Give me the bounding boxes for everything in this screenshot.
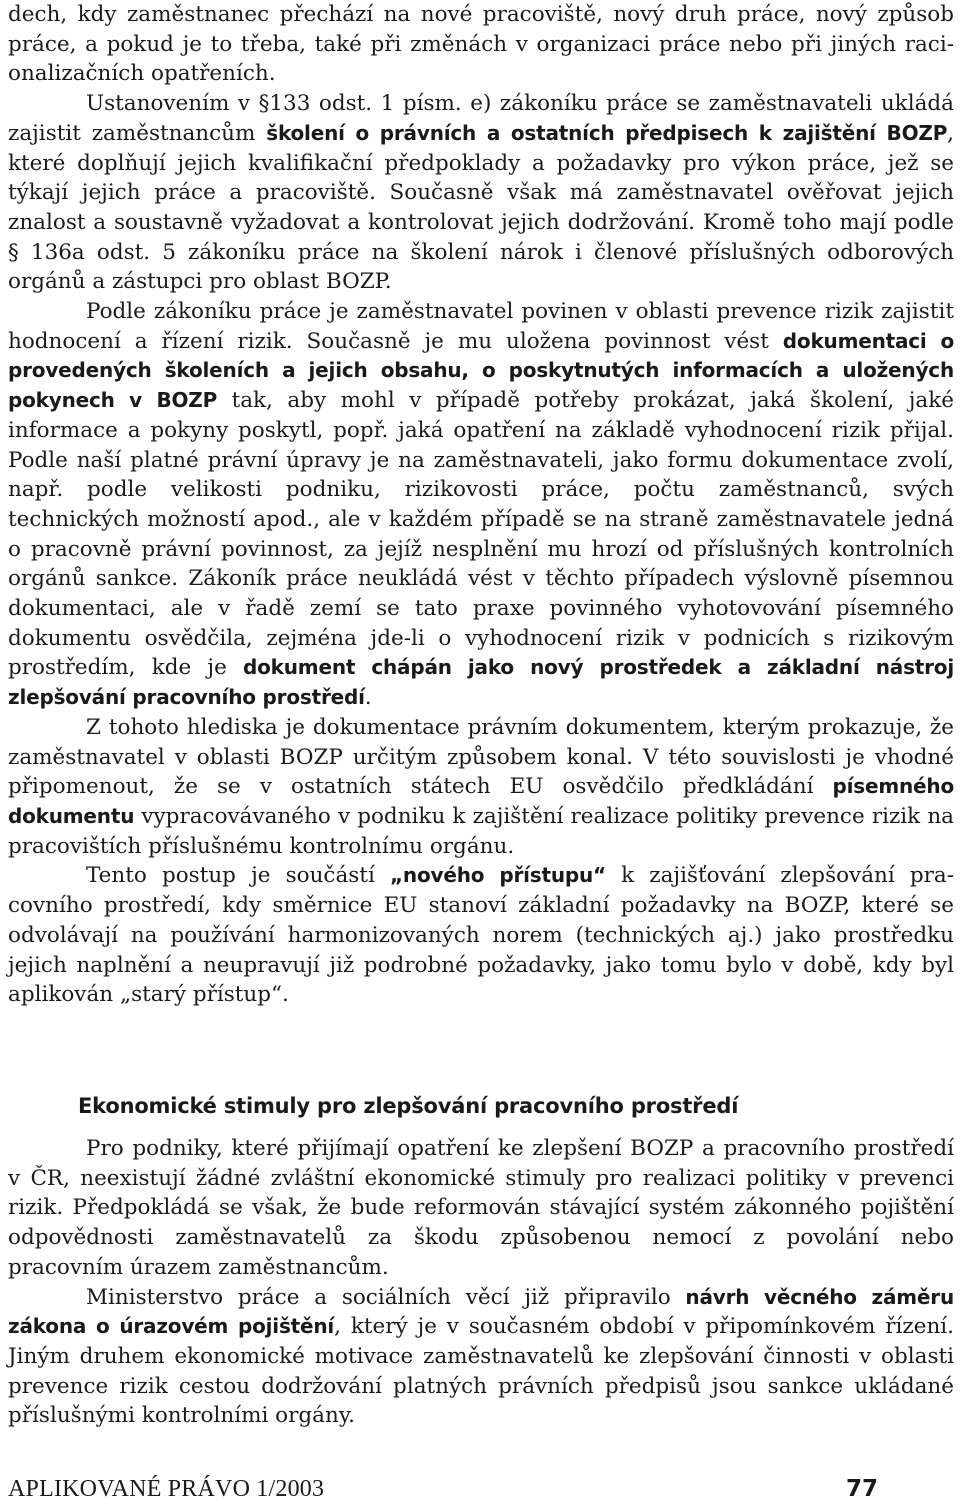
bold-emphasis: dokument chápán jako nový prostředek a základní nástroj zlepšování pracovního prostředí [8,655,954,710]
bold-emphasis: „nového přístupu“ [389,863,606,888]
document-page [8,0,954,1010]
paragraph-text: Z tohoto hlediska je dokumentace právním dokumentem, kterým prokazuje, že zaměstnavatel v oblasti BOZP určitým způsobem konal. V této souvislosti je vhodné připomenout, že se v ostatních státech EU osvědčilo předkládání [8,714,954,800]
paragraph-text: Pro podniky, které přijímají opatření ke zlepšení BOZP a pracovního prostředí v ČR, neexistují žádné zvláštní ekonomické stimuly pro realizaci politiky v prevenci rizik. Předpokládá se však, že bude reformován stávající systém zákonného pojištění odpovědnosti zaměstnavatelů za škodu způsobenou nemocí z povolání nebo pracovním úrazem zaměstnancům. [8,1136,954,1280]
paragraph-new-approach [8,861,954,1010]
page-number: 77 [845,1476,878,1502]
bold-emphasis: dokumentaci o provedených školeních a jejich obsahu, o poskytnutých informacích a uložených pokynech v BOZP [8,328,954,413]
bold-emphasis: školení o právních a ostatních předpisech k zajištění BOZP [266,120,948,145]
paragraph-text: tak, aby mohl v případě potřeby prokázat, jaká školení, jaké informace a pokyny poskytl, popř. jaká opatření na základě vyhodnocení rizik přijal. Podle naší platné právní úpravy je na zaměstnavateli, jako formu dokumentace zvolí, např. podle velikosti podniku, rizikovosti práce, počtu zaměstnanců, svých technických možností apod., ale v každém případě se na straně zaměstnavatele jedná o pracovně právní povinnost, za jejíž nesplnění mu hrozí od příslušných kontrolních orgánů sankce. Zákoník práce neukládá vést v těchto případech výslovně písemnou dokumentaci, ale v řadě zemí se tato praxe povinného vyhotovování písemného dokumentu osvědčila, zejména jde-li o vyhodnocení rizik v podnicích s rizikovým prostředím, kde je [8,388,954,681]
paragraph-training-duty [8,89,954,297]
paragraph-text: , který je v současném období v připomínkovém řízení. Jiným druhem ekonomické motivace zaměstnavatelů ke zlepšování činnosti v oblasti prevence rizik cestou dodržování platných právních předpisů jsou sankce ukládané příslušnými kontrolními orgány. [8,1314,954,1429]
paragraph-text: dech, kdy zaměstnanec přechází na nové pracoviště, nový druh práce, nový způsob práce, a pokud je to třeba, také při změnách v organizaci práce nebo při jiných racionalizačních opatřeních. [8,2,954,87]
bold-emphasis: písemného dokumentu [8,774,954,828]
paragraph-text: , které doplňují jejich kvalifikační předpoklady a požadavky pro výkon práce, jež se týkají jejich práce a pracoviště. Současně však má zaměstnavatel ověřovat jejich znalost a soustavně vyžadovat a kontrolovat jejich dodržování. Kromě toho mají podle § 136a odst. 5 zákoníku práce na školení nárok i členové příslušných odborových orgánů a zástupci pro oblast BOZP. [8,120,954,295]
bold-emphasis: návrh věcného záměru zákona o úrazovém pojištění [8,1284,954,1339]
paragraph-text: vypracovávaného v podniku k zajištění realizace politiky prevence rizik na pracovištích příslušnému kontrolnímu orgánu. [8,803,954,859]
paragraph-continuation [8,0,954,89]
paragraph-documentation [8,713,954,862]
paragraph-risk-assessment [8,297,954,713]
section-heading: Ekonomické stimuly pro zlepšování pracovního prostředí [78,1094,739,1118]
paragraph-text: Podle zákoníku práce je zaměstnavatel povinen v oblasti prevence rizik zajistit hodnocení a řízení rizik. Současně je mu uložena povinnost vést [8,299,954,354]
paragraph-text: Ustanovením v §133 odst. 1 písm. e) zákoníku práce se zaměstnavateli ukládá zajistit zaměstnancům [8,91,954,146]
page-footer [8,1475,878,1503]
paragraph-text: k zajišťování zlepšování pracovního prostředí, kdy směrnice EU stanoví základní požadavky na BOZP, které se odvolávají na používání harmonizovaných norem (technických aj.) jako prostředku jejich naplnění a neupravují již podrobné požadavky, jako tomu bylo v době, kdy byl aplikován „starý přístup“. [8,863,954,1008]
journal-title: APLIKOVANÉ PRÁVO 1/2003 [8,1476,325,1502]
paragraph-no-stimuli [8,1134,954,1283]
paragraph-ministry-proposal [8,1283,954,1432]
paragraph-text: Tento postup je součástí [86,863,390,889]
paragraph-text: Ministerstvo práce a sociálních věcí již připravilo [86,1284,686,1310]
section-economic-stimuli [8,1134,954,1431]
paragraph-text: . [364,685,372,711]
